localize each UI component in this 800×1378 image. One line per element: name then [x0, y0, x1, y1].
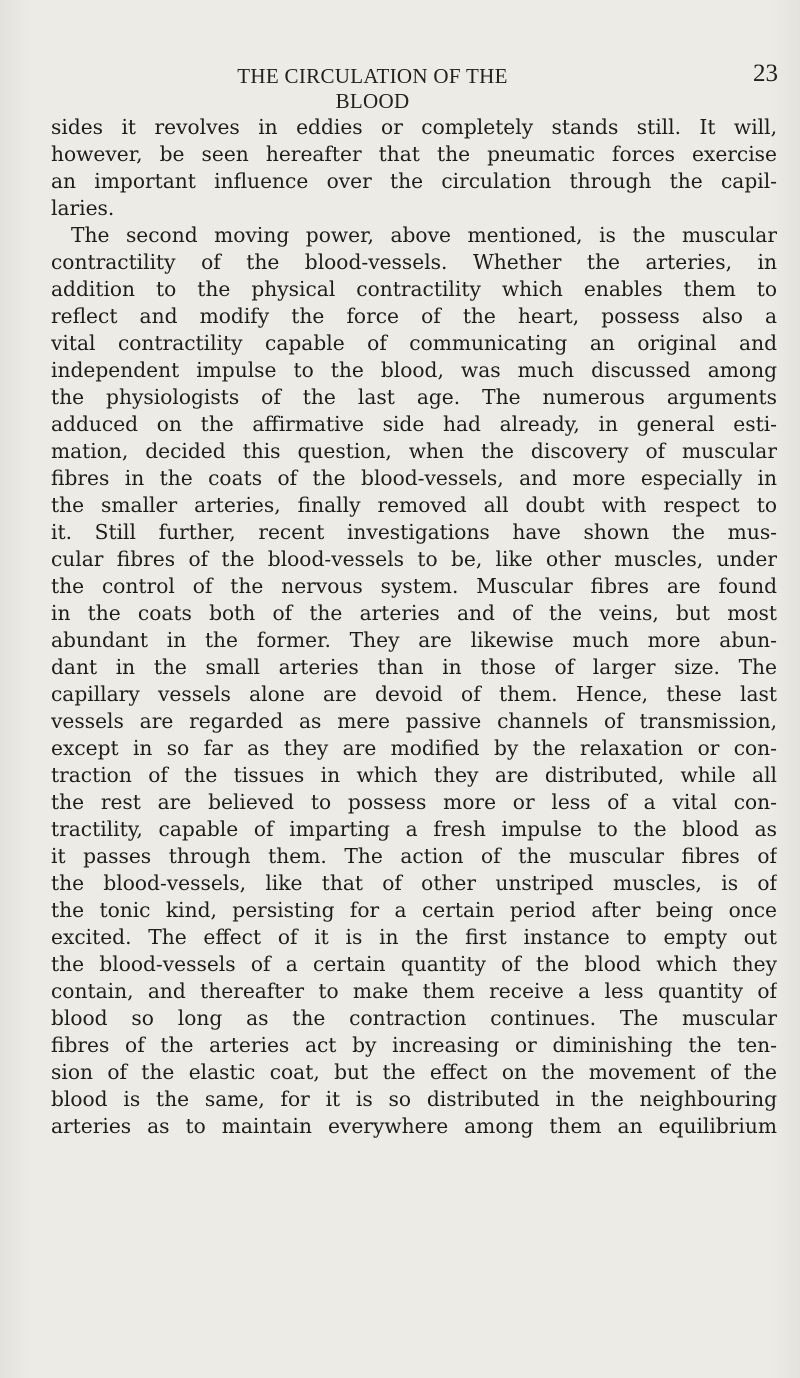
text-line: the blood-vessels, like that of other unstriped muscles, is of: [51, 871, 777, 895]
text-line: independent impulse to the blood, was much discussed among: [51, 358, 777, 382]
text-line: traction of the tissues in which they are distributed, while all: [51, 763, 777, 787]
text-line: contractility of the blood-vessels. Whether the arteries, in: [51, 250, 777, 274]
text-line: blood is the same, for it is so distributed in the neighbouring: [51, 1087, 777, 1111]
text-line: vessels are regarded as mere passive channels of transmission,: [51, 709, 777, 733]
text-line: except in so far as they are modified by the relaxation or con-: [51, 736, 777, 760]
text-line: reflect and modify the force of the heart, possess also a: [51, 304, 777, 328]
text-line: arteries as to maintain everywhere among them an equilibrium: [51, 1114, 777, 1138]
text-line: fibres of the arteries act by increasing or diminishing the ten-: [51, 1033, 777, 1057]
text-line: sides it revolves in eddies or completely stands still. It will,: [51, 115, 777, 139]
text-line: the physiologists of the last age. The numerous arguments: [51, 385, 777, 409]
text-line: the smaller arteries, finally removed all doubt with respect to: [51, 493, 777, 517]
text-line: sion of the elastic coat, but the effect on the movement of the: [51, 1060, 777, 1084]
text-line: an important influence over the circulation through the capil-: [51, 169, 777, 193]
text-line: cular fibres of the blood-vessels to be, like other muscles, under: [51, 547, 777, 571]
body-text: [51, 114, 777, 1140]
text-line: the rest are believed to possess more or less of a vital con-: [51, 790, 777, 814]
text-line: tractility, capable of imparting a fresh impulse to the blood as: [51, 817, 777, 841]
text-line: dant in the small arteries than in those of larger size. The: [51, 655, 777, 679]
text-line: fibres in the coats of the blood-vessels, and more especially in: [51, 466, 777, 490]
text-line: capillary vessels alone are devoid of them. Hence, these last: [51, 682, 777, 706]
text-line: in the coats both of the arteries and of the veins, but most: [51, 601, 777, 625]
paragraph-start-line: The second moving power, above mentioned, is the muscular: [71, 223, 777, 247]
text-line: it passes through them. The action of the muscular fibres of: [51, 844, 777, 868]
page-number: 23: [753, 60, 778, 87]
text-line: excited. The effect of it is in the first instance to empty out: [51, 925, 777, 949]
text-line: blood so long as the contraction continues. The muscular: [51, 1006, 777, 1030]
text-line: the control of the nervous system. Muscular fibres are found: [51, 574, 777, 598]
text-line: vital contractility capable of communicating an original and: [51, 331, 777, 355]
text-line: the blood-vessels of a certain quantity of the blood which they: [51, 952, 777, 976]
text-line: however, be seen hereafter that the pneumatic forces exercise: [51, 142, 777, 166]
running-title: THE CIRCULATION OF THE BLOOD: [237, 64, 508, 113]
paragraph-end-line: laries.: [51, 196, 115, 220]
text-line: mation, decided this question, when the discovery of muscular: [51, 439, 777, 463]
text-line: contain, and thereafter to make them receive a less quantity of: [51, 979, 777, 1003]
text-line: adduced on the affirmative side had already, in general esti-: [51, 412, 777, 436]
text-line: abundant in the former. They are likewise much more abun-: [51, 628, 777, 652]
text-line: it. Still further, recent investigations have shown the mus-: [51, 520, 777, 544]
text-line: the tonic kind, persisting for a certain period after being once: [51, 898, 777, 922]
text-line: addition to the physical contractility which enables them to: [51, 277, 777, 301]
